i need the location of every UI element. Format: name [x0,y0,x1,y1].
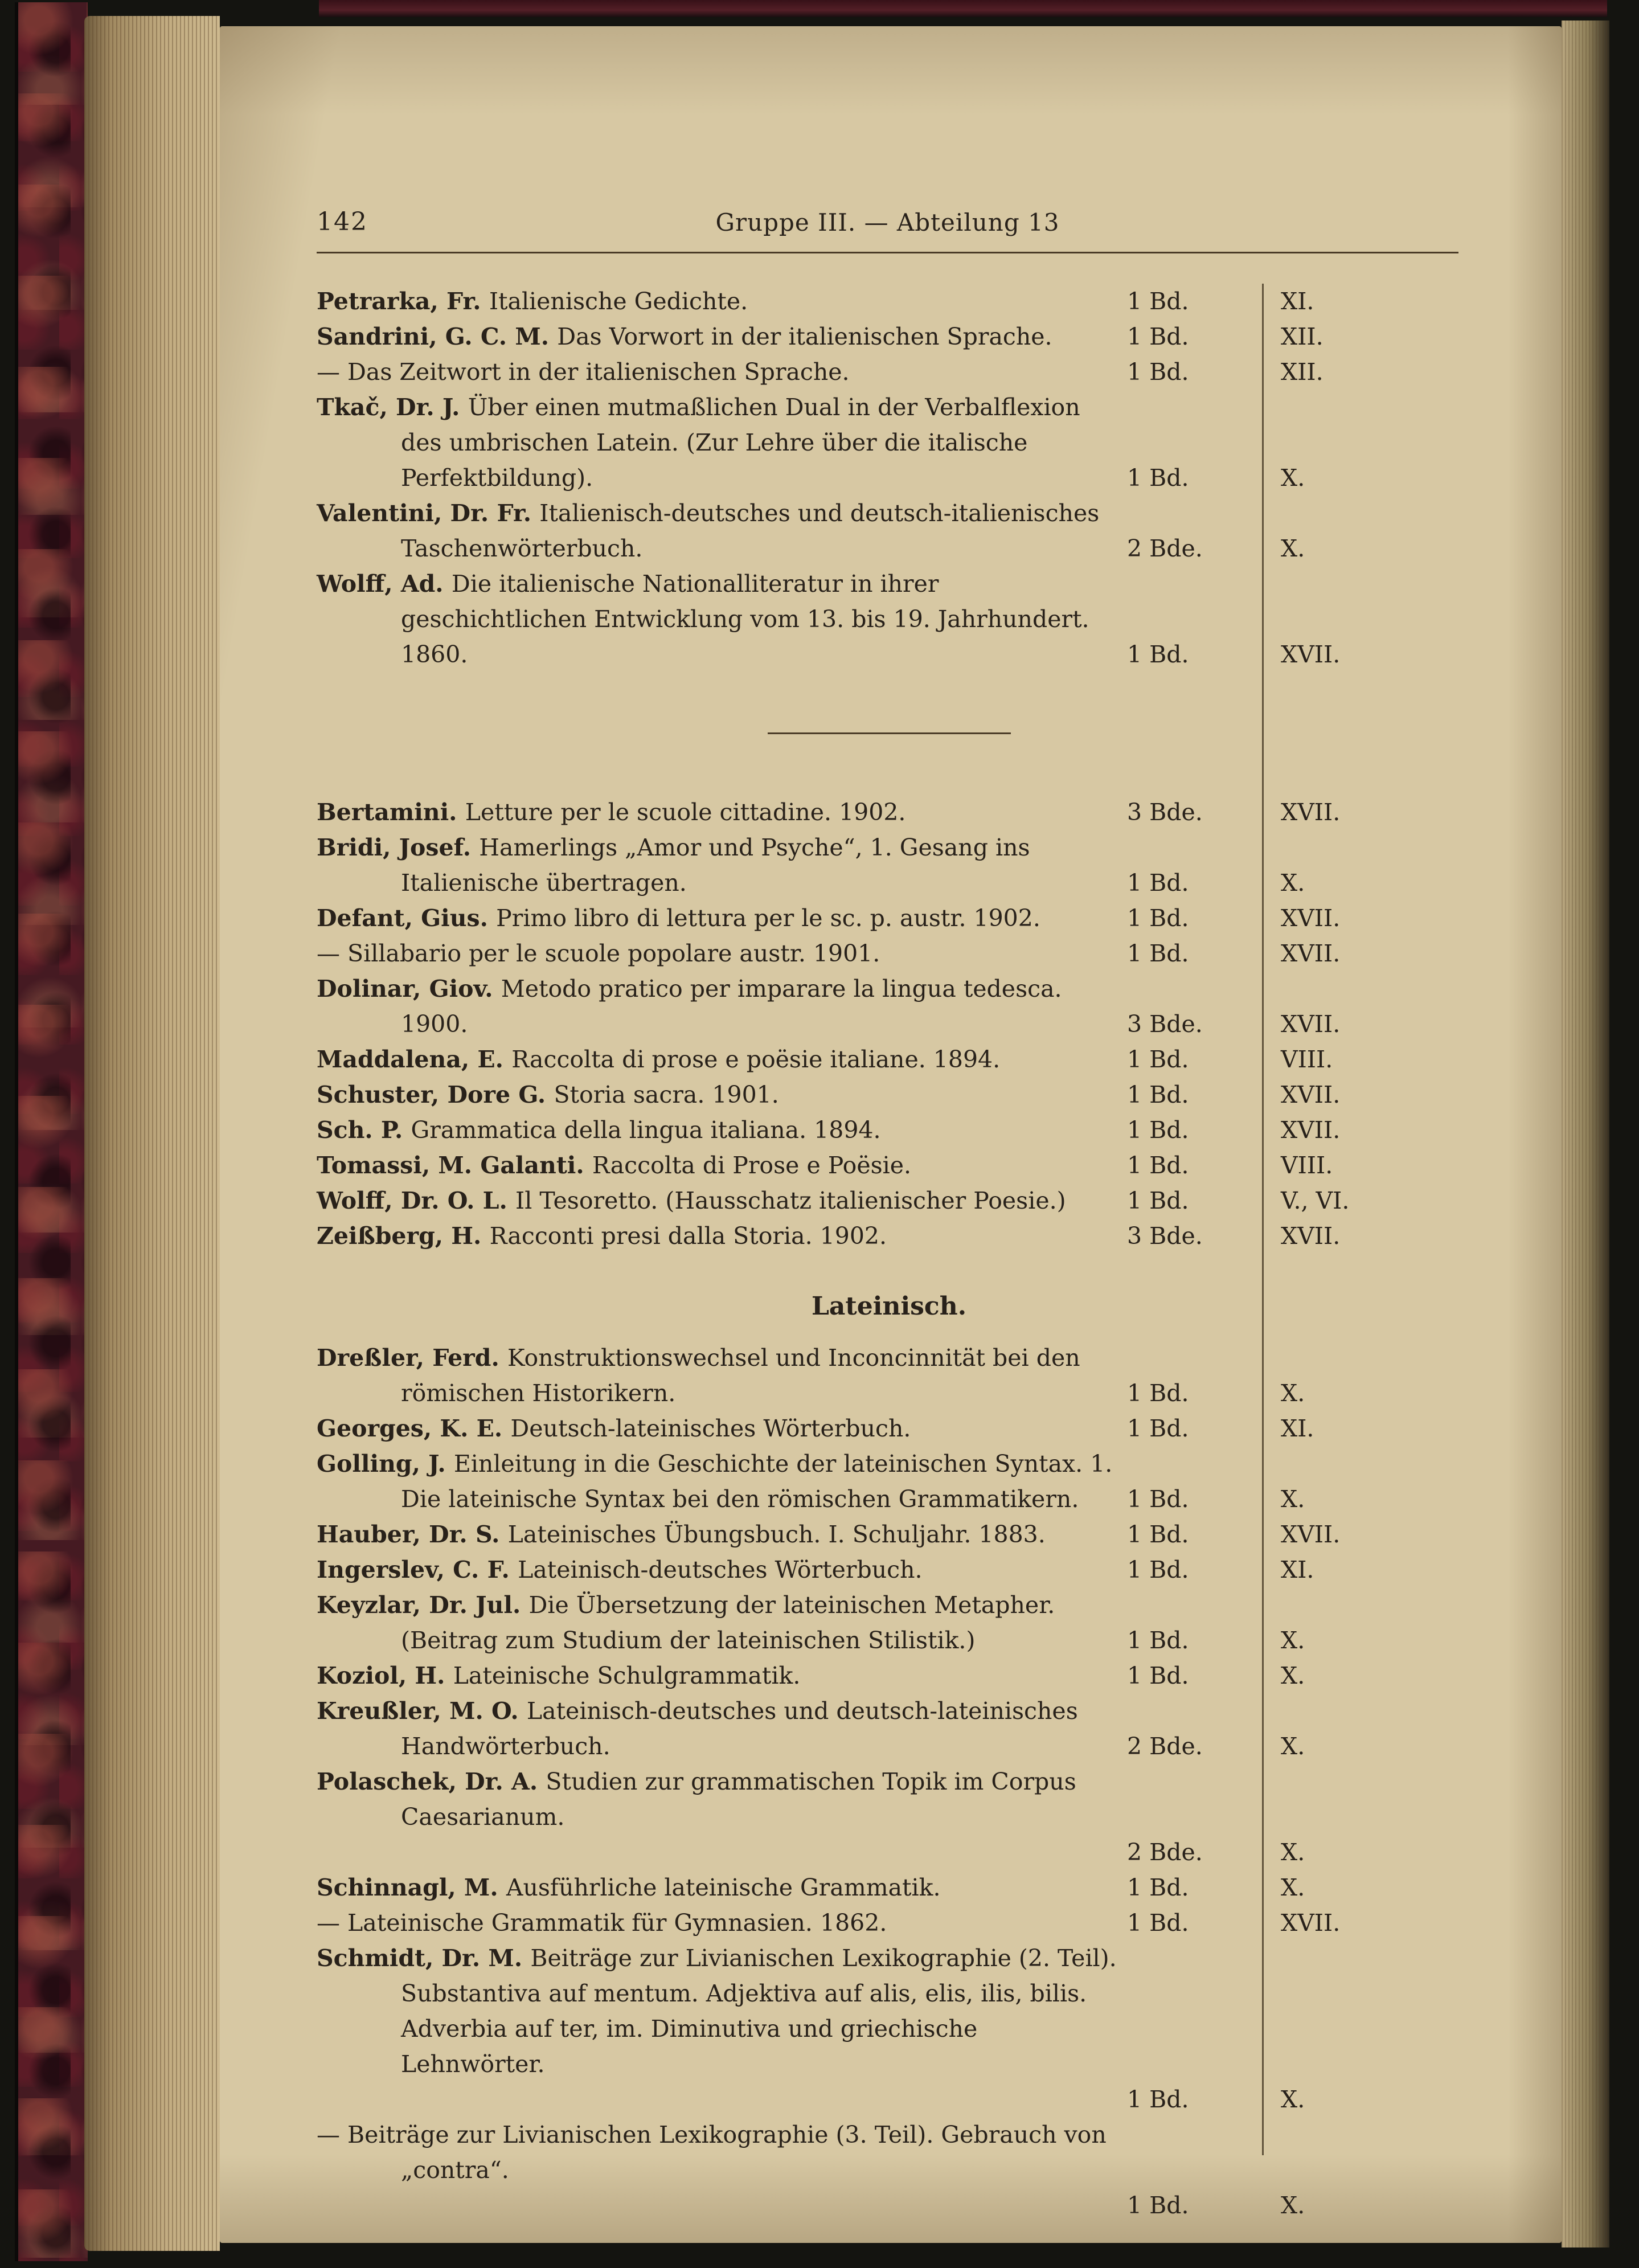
entry-shelf-ref: XVII. [1281,1222,1341,1250]
entry-shelf-ref: XVII. [1281,799,1341,826]
entry-volumes: 1 Bd. [1127,1116,1189,1144]
catalog-entry [317,900,1461,936]
catalog-entry [317,1112,1461,1148]
entry-author: Polaschek, Dr. A. [317,1768,546,1795]
entry-author: — [317,940,348,967]
catalog-entry [317,1552,1461,1587]
entry-author: Schinnagl, M. [317,1874,506,1901]
catalog-entry [317,1411,1461,1446]
catalog-entry [317,1870,1461,1905]
catalog-entry [317,1218,1461,1254]
entry-shelf-ref: XVII. [1281,904,1341,932]
entry-shelf-ref: X. [1281,1839,1305,1866]
book-page [220,26,1562,2243]
entry-volumes: 1 Bd. [1127,1187,1189,1214]
entry-title: Keyzlar, Dr. Jul. Die Übersetzung der lateinischen Metapher. (Beitrag zum Studium der lateinischen Stilistik.) [317,1591,1055,1654]
catalog-section [317,284,1461,672]
entry-pad-line [401,2082,1127,2117]
entry-title: Defant, Gius. Primo libro di lettura per le sc. p. austr. 1902. [317,904,1040,932]
entry-title: — Lateinische Grammatik für Gymnasien. 1862. [317,1909,887,1937]
catalog-entry [317,1658,1461,1693]
entry-shelf-ref: VIII. [1281,1046,1333,1073]
entry-author: Georges, K. E. [317,1415,511,1442]
entry-volumes: 1 Bd. [1127,1152,1189,1179]
catalog-entry [317,936,1461,971]
catalog-entry [317,319,1461,354]
entry-shelf-ref: X. [1281,1627,1305,1654]
entry-title: Schinnagl, M. Ausführliche lateinische Grammatik. [317,1874,941,1901]
entry-title: Hauber, Dr. S. Lateinisches Übungsbuch. I. Schuljahr. 1883. [317,1521,1046,1548]
entry-title: Georges, K. E. Deutsch-lateinisches Wörterbuch. [317,1415,911,1442]
entry-author: Petrarka, Fr. [317,288,489,315]
entry-shelf-ref: XI. [1281,288,1314,315]
entry-shelf-ref: X. [1281,2086,1305,2113]
entry-volumes: 1 Bd. [1127,869,1189,896]
entry-shelf-ref: XVII. [1281,940,1341,967]
catalog-entry [317,1941,1461,2117]
catalog-entry [317,1077,1461,1112]
entry-shelf-ref: XI. [1281,1415,1314,1442]
entry-shelf-ref: X. [1281,2192,1305,2219]
entry-title: — Sillabario per le scuole popolare austr. 1901. [317,940,880,967]
entry-title: Tomassi, M. Galanti. Raccolta di Prose e Poësie. [317,1152,912,1179]
entry-title: Valentini, Dr. Fr. Italienisch-deutsches und deutsch-italienisches Taschenwörterbuch. [317,500,1100,562]
catalog-entry [317,1905,1461,1941]
entry-shelf-ref: XII. [1281,358,1324,386]
catalog-entry [317,566,1461,672]
entry-title: Wolff, Ad. Die italienische Nationalliteratur in ihrer geschichtlichen Entwicklung vom 13. bis 19. Jahrhundert. 1860. [317,570,1089,668]
entry-author: Dolinar, Giov. [317,975,501,1002]
entry-volumes: 1 Bd. [1127,1556,1189,1583]
entry-shelf-ref: X. [1281,1485,1305,1513]
entry-volumes: 2 Bde. [1127,1733,1203,1760]
entry-volumes: 1 Bd. [1127,1081,1189,1108]
column-divider-line [1262,284,1264,2155]
entry-volumes: 1 Bd. [1127,1046,1189,1073]
entry-shelf-ref: V., VI. [1281,1187,1350,1214]
entry-title: Wolff, Dr. O. L. Il Tesoretto. (Hausschatz italienischer Poesie.) [317,1187,1066,1214]
catalog-entry [317,390,1461,496]
entry-volumes: 3 Bde. [1127,1222,1203,1250]
entry-volumes: 1 Bd. [1127,358,1189,386]
entry-author: — [317,2121,348,2148]
entry-author: Maddalena, E. [317,1046,512,1073]
entry-shelf-ref: XVII. [1281,1010,1341,1038]
entry-volumes: 1 Bd. [1127,1379,1189,1407]
entry-shelf-ref: XVII. [1281,1116,1341,1144]
entry-author: Zeißberg, H. [317,1222,490,1250]
entry-title: — Das Zeitwort in der italienischen Sprache. [317,358,850,386]
catalog-entry [317,2117,1461,2223]
entry-shelf-ref: XVII. [1281,1081,1341,1108]
entry-pad-line [401,1835,1127,1870]
entry-title: Ingerslev, C. F. Lateinisch-deutsches Wörterbuch. [317,1556,923,1583]
entry-volumes: 1 Bd. [1127,464,1189,492]
entry-volumes: 1 Bd. [1127,323,1189,350]
book-cover-top-edge [319,0,1607,17]
entry-author: Valentini, Dr. Fr. [317,500,540,527]
entry-volumes: 1 Bd. [1127,2192,1189,2219]
entry-shelf-ref: XVII. [1281,1909,1341,1937]
entry-title: Petrarka, Fr. Italienische Gedichte. [317,288,748,315]
entry-title: Kreußler, M. O. Lateinisch-deutsches und deutsch-lateinisches Handwörterbuch. [317,1697,1078,1760]
entry-title: Golling, J. Einleitung in die Geschichte der lateinischen Syntax. 1. Die lateinische Syntax bei den römischen Grammatikern. [317,1450,1113,1513]
entry-author: Defant, Gius. [317,904,497,932]
entry-title: Polaschek, Dr. A. Studien zur grammatischen Topik im Corpus Caesarianum. [317,1764,1127,1870]
entry-author: Sch. P. [317,1116,411,1144]
catalog-entry [317,1148,1461,1183]
entry-shelf-ref: XVII. [1281,1521,1341,1548]
header-rule [317,252,1458,253]
entry-author: Wolff, Dr. O. L. [317,1187,516,1214]
entry-volumes: 1 Bd. [1127,2086,1189,2113]
entry-volumes: 1 Bd. [1127,940,1189,967]
page-edges-left [84,16,220,2251]
catalog-entry [317,1183,1461,1218]
entry-shelf-ref: XI. [1281,1556,1314,1583]
entry-author: Golling, J. [317,1450,454,1477]
entry-title: Sandrini, G. C. M. Das Vorwort in der italienischen Sprache. [317,323,1052,350]
catalog-entry [317,1764,1461,1870]
section-divider-rule [768,732,1011,734]
entry-author: — [317,358,348,386]
catalog-section [317,795,1461,1254]
entry-author: Hauber, Dr. S. [317,1521,508,1548]
entry-volumes: 1 Bd. [1127,641,1189,668]
entry-title: Tkač, Dr. J. Über einen mutmaßlichen Dual in der Verbalflexion des umbrischen Latein. (Zur Lehre über die italische Perfektbildung). [317,394,1080,492]
entry-title: Dreßler, Ferd. Konstruktionswechsel und Inconcinnität bei den römischen Historikern. [317,1344,1080,1407]
entry-shelf-ref: X. [1281,535,1305,562]
catalog-entry [317,971,1461,1042]
entry-shelf-ref: X. [1281,1379,1305,1407]
entry-author: Keyzlar, Dr. Jul. [317,1591,529,1619]
book-cover-marbled [15,2,88,2261]
page-number: 142 [317,207,368,236]
entry-title: — Beiträge zur Livianischen Lexikographie (3. Teil). Gebrauch von „contra“. [317,2117,1127,2223]
entry-volumes: 2 Bde. [1127,535,1203,562]
catalog-entry [317,1517,1461,1552]
entry-author: Schuster, Dore G. [317,1081,554,1108]
entry-title: Koziol, H. Lateinische Schulgrammatik. [317,1662,801,1689]
entry-author: Sandrini, G. C. M. [317,323,558,350]
entry-volumes: 1 Bd. [1127,1521,1189,1548]
entry-title: Schmidt, Dr. M. Beiträge zur Livianischen Lexikographie (2. Teil). Substantiva auf mentum. Adjektiva auf alis, elis, ilis, bilis. Adverbia auf ter, im. Diminutiva und griechische Lehnwörter. [317,1941,1127,2117]
entry-title: Schuster, Dore G. Storia sacra. 1901. [317,1081,779,1108]
catalog-entry [317,1693,1461,1764]
entry-author: Bridi, Josef. [317,834,480,861]
catalog-entry [317,1446,1461,1517]
catalog-entries [317,284,1461,2223]
catalog-entry [317,1340,1461,1411]
entry-shelf-ref: XVII. [1281,641,1341,668]
entry-volumes: 2 Bde. [1127,1839,1203,1866]
catalog-entry [317,496,1461,566]
entry-title: Dolinar, Giov. Metodo pratico per imparare la lingua tedesca. 1900. [317,975,1062,1038]
entry-volumes: 1 Bd. [1127,288,1189,315]
entry-shelf-ref: X. [1281,1733,1305,1760]
entry-shelf-ref: X. [1281,869,1305,896]
catalog-entry [317,1587,1461,1658]
entry-volumes: 1 Bd. [1127,904,1189,932]
entry-volumes: 1 Bd. [1127,1874,1189,1901]
entry-author: Kreußler, M. O. [317,1697,527,1725]
entry-title: Zeißberg, H. Racconti presi dalla Storia. 1902. [317,1222,887,1250]
entry-author: — [317,1909,348,1937]
entry-shelf-ref: X. [1281,1662,1305,1689]
entry-volumes: 3 Bde. [1127,1010,1203,1038]
facing-page-edge [1562,21,1609,2247]
entry-author: Dreßler, Ferd. [317,1344,507,1372]
entry-title: Maddalena, E. Raccolta di prose e poësie italiane. 1894. [317,1046,1001,1073]
entry-pad-line [401,2188,1127,2223]
catalog-entry [317,1042,1461,1077]
entry-shelf-ref: X. [1281,464,1305,492]
entry-volumes: 1 Bd. [1127,1485,1189,1513]
entry-author: Tkač, Dr. J. [317,394,468,421]
entry-shelf-ref: VIII. [1281,1152,1333,1179]
entry-author: Ingerslev, C. F. [317,1556,518,1583]
catalog-entry [317,830,1461,900]
catalog-section [317,1289,1461,2223]
entry-title: Bridi, Josef. Hamerlings „Amor und Psyche“, 1. Gesang ins Italienische übertragen. [317,834,1030,896]
entry-title: Bertamini. Letture per le scuole cittadine. 1902. [317,799,906,826]
section-heading: Lateinisch. [811,1292,967,1321]
entry-volumes: 1 Bd. [1127,1662,1189,1689]
entry-author: Wolff, Ad. [317,570,452,597]
entry-volumes: 3 Bde. [1127,799,1203,826]
catalog-entry [317,284,1461,319]
entry-volumes: 1 Bd. [1127,1415,1189,1442]
entry-volumes: 1 Bd. [1127,1627,1189,1654]
entry-author: Koziol, H. [317,1662,453,1689]
entry-volumes: 1 Bd. [1127,1909,1189,1937]
catalog-entry [317,354,1461,390]
entry-shelf-ref: X. [1281,1874,1305,1901]
catalog-entry [317,795,1461,830]
entry-author: Schmidt, Dr. M. [317,1944,531,1972]
entry-author: Bertamini. [317,799,465,826]
entry-shelf-ref: XII. [1281,323,1324,350]
running-header: Gruppe III. — Abteilung 13 [715,208,1060,236]
entry-author: Tomassi, M. Galanti. [317,1152,592,1179]
entry-title: Sch. P. Grammatica della lingua italiana. 1894. [317,1116,881,1144]
